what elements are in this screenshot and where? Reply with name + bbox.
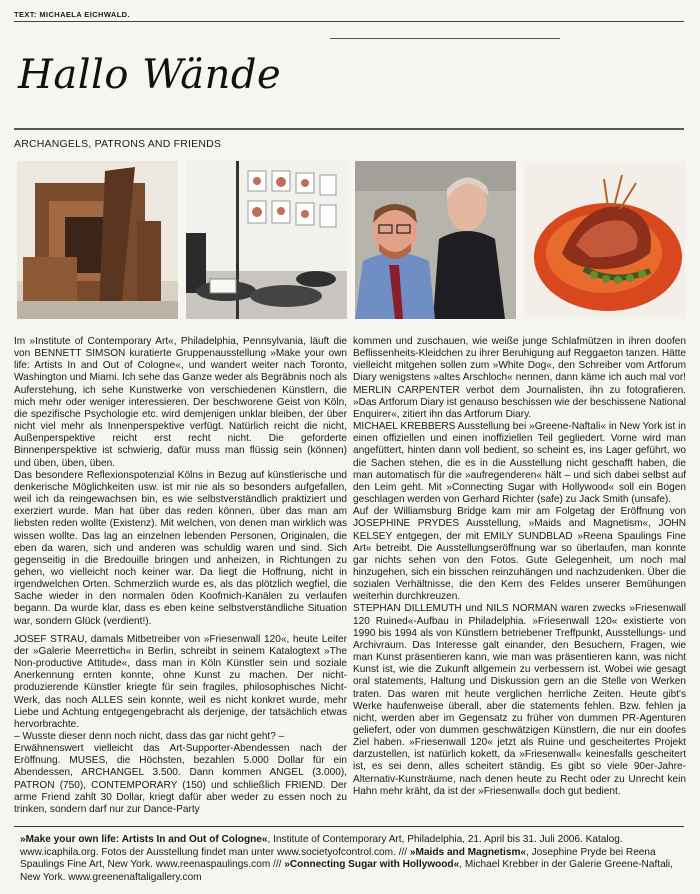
article-subtitle: ARCHANGELS, PATRONS AND FRIENDS [14,138,222,150]
info-title-3: »Connecting Sugar with Hollywood« [284,859,460,871]
paragraph: STEPHAN DILLEMUTH und NILS NORMAN waren zwecks »Friesenwall 120 Ruined«-Aufbau in Philadelphia. »Friesenwall 120« existierte von 1990 bis 1994 als von Künstlern betriebener Treffpunkt, Ausstellungs- und Archivraum. Das Interesse galt einander, den Besuchern, Fragen, wie man Kunst präsentieren kann, wie man was präsentieren kann, was nicht Kunst ist, wie die Zukunft allgemein zu verbessern ist. Wobei wie gesagt oral statements, Haltung und Diskussion gern an die Stelle von Werken traten. Das waren mit heute verglichen herrliche Zeiten. Heute gibt's Werke haufenweise überall, aber die statements fehlen. Bzw. fehlen ja nicht, werden aber im Gegensatz zu früher von dummen PR-Agenturen geliefert, oder von dummen geschwätzigen Künstlern, die nur ein doofes Ziel haben. »Friesenwall 120« jetzt als Ruine und gescheitertes Projekt darzustellen, ist natürlich kokett, da »Friesenwall« keinesfalls gescheitert ist, es sei denn, alles scheitert ständig. Es gibt so viele 90er-Jahre-Alternativ-Kunsträume, nach denen heute zu Recht oder zu Unrecht kein Hahn mehr kräht, da ist der »Friesenwall« doch gut bedient. [353,603,686,797]
byline: TEXT: MICHAELA EICHWALD. [14,10,130,19]
info-text [20,834,676,884]
gallery-photo [186,161,347,319]
sculpture-photo [17,161,178,319]
info-detail-1: , Institute of Contemporary Art, Philadelphia, 21. April bis 31. Juli 2006. Katalog. www.icaphila.org. Fotos der Ausstellung findet man unter www.societyofcontrol.com. /// [20,834,623,858]
body-column-left [14,336,347,816]
paragraph: MICHAEL KREBBERS Ausstellung bei »Greene-Naftali« in New York ist in einen offiziellen und einen inoffiziellen Teil gegliedert. Vorne wird man angefüttert, hinten dann voll bedient, so scheint es, ins Lager geführt, wo die Sachen stehen, die es in die Ausstellung nicht geschafft haben, die man automatisch für die »aufregenderen« hält – und sich dabei selbst auf den Leim geht. Mit »Connecting Sugar with Hollywood« soll ein Bogen geschlagen werden von Gerhard Richter (safe) zu Jack Smith (unsafe). [353,421,686,506]
title-rule [14,128,684,130]
paragraph: Im »Institute of Contemporary Art«, Philadelphia, Pennsylvania, läuft die von BENNETT SIMSON kuratierte Gruppenausstellung »Make your own life: Artists In and Out of Cologne«, und wandert weiter nach Toronto, Washington und Miami. Ich sehe das Ganze weder als Begräbnis noch als Auferstehung, ich sehe Kunstwerke von verschiedenen Künstlern, die mich mehr oder weniger interessieren. Der beschworene Geist von Köln, die spezifische Psychologie etc. wird demjenigen unklar bleiben, der über nicht viel mehr als Innenperspektive verfügt. Natürlich reicht die nicht, Außenperspektive reicht erst recht nicht. Die geforderte Binnenperspektive ist schwierig, dafür muss man flüssig sein (können) und üben, üben, üben. [14,336,347,469]
paragraph: JOSEF STRAU, damals Mitbetreiber von »Friesenwall 120«, heute Leiter der »Galerie Meerrettich« in Berlin, schreibt in seinem Katalogtext »The Non-productive Attitude«, dass man in Köln Künstler sein und soziale Anerkennung ernten konnte, ohne Kunst zu machen. Der nicht-produzierende Künstler kriegte für sein fragiles, philosophisches Nicht-Werk, das noch ALLES sein konnte, weil es nicht konkret wurde, mehr Liebe und Achtung entgegengebracht als derjenige, der tatsächlich etwas hervorbrachte. [14,633,347,730]
info-title-1: »Make your own life: Artists In and Out of Cologne« [20,834,268,845]
info-detail-3: , Michael Krebber in der Galerie Greene-Naftali, New York. www.greenenaftaligallery.com [20,859,673,883]
body-column-right [353,336,686,798]
top-rule-short [330,38,560,39]
paragraph: Auf der Williamsburg Bridge kam mir am Folgetag der Eröffnung von JOSEPHINE PRYDES Ausstellung, »Maids and Magnetism«, JOHN KELSEY entgegen, der mit EMILY SUNDBLAD »Reena Spaulings Fine Art« betreibt. Die Ausstellungseröffnung war so überlaufen, man konnte gar nichts sehen von den Fotos. Gute Gelegenheit, um noch mal hinzugehen, sich ein bisschen reinzuhängen und nachzudenken. Über die sozialen Verhältnisse, die den Kern des Feldes unserer Bemühungen weiterhin durchkreuzen. [353,506,686,603]
paragraph: kommen und zuschauen, wie weiße junge Schlafmützen in ihren doofen Beflissenheits-Kleidchen zu ihrer Beruhigung auf Reggaeton tanzen. Hätte vielleicht mitgehen sollen zum »White Dog«, den Schreiber vom Artforum Diary wenigstens »altes Arschloch« nennen, dann käme ich auch mal vor! MERLIN CARPENTER verbot dem Journalisten, ihn zu fotografieren. »Das Artforum Diary ist genauso beschissen wie der beschissene National Enquirer«, zitiert ihn das Artforum Diary. [353,336,686,420]
article-title: Hallo Wände [18,52,282,98]
paragraph: Erwähnenswert vielleicht das Art-Supporter-Abendessen nach der Eröffnung. MUSES, die Höchsten, bezahlen 5.000 Dollar für ein Abendessen, ARCHANGEL 3.500. Dann kommen ANGEL (3.000), PATRON (750), CONTEMPORARY (150) und schließlich FRIEND. Der arme Friend zahlt 30 Dollar, kriegt dafür aber weder zu essen noch zu trinken, sondern darf nur zur Dance-Party [14,743,347,815]
info-title-2: »Maids and Magnetism« [409,846,527,858]
portrait-photo [355,161,516,319]
paragraph: – Wusste dieser denn noch nicht, dass das gar nicht geht? – [14,731,285,742]
dish-photo [524,161,685,319]
paragraph: Das besondere Reflexionspotenzial Kölns in Bezug auf künstlerische und denkerische Möglichkeiten usw. ist mir nie als so besonders aufgefallen, weil ich da reingewachsen bin, es wie selbstverständlich praktiziert und exerziert wurde. Man hat über das reden können, über das man am liebsten reden wollte (Existenz). Mit welchen, von denen man wirklich was wissen wollte. Das lag an einzelnen lebenden Personen, Originalen, die eben da waren, sich und anderen was schuldig waren und sind. Sich gegenseitig in die Bredouille bringen und anheizen, in Richtungen zu gehen, wo vielleicht noch keiner war. Da liegt die Hoffnung, nicht in irgendwelchen Orten. Schmerzlich wurde es, als das plötzlich wegfiel, die Sache wieder in den normalen öden Koofmich-Kanälen zu verlaufen begann. Da wurde klar, dass es eben keine selbstverständliche Situation war, sondern Glück (verdient!). [14,469,347,627]
info-detail-2: , Josephine Pryde bei Reena Spaulings Fine Art, New York. www.reenaspaulings.com /// [20,846,656,871]
info-box [14,826,684,889]
top-rule [14,21,684,22]
